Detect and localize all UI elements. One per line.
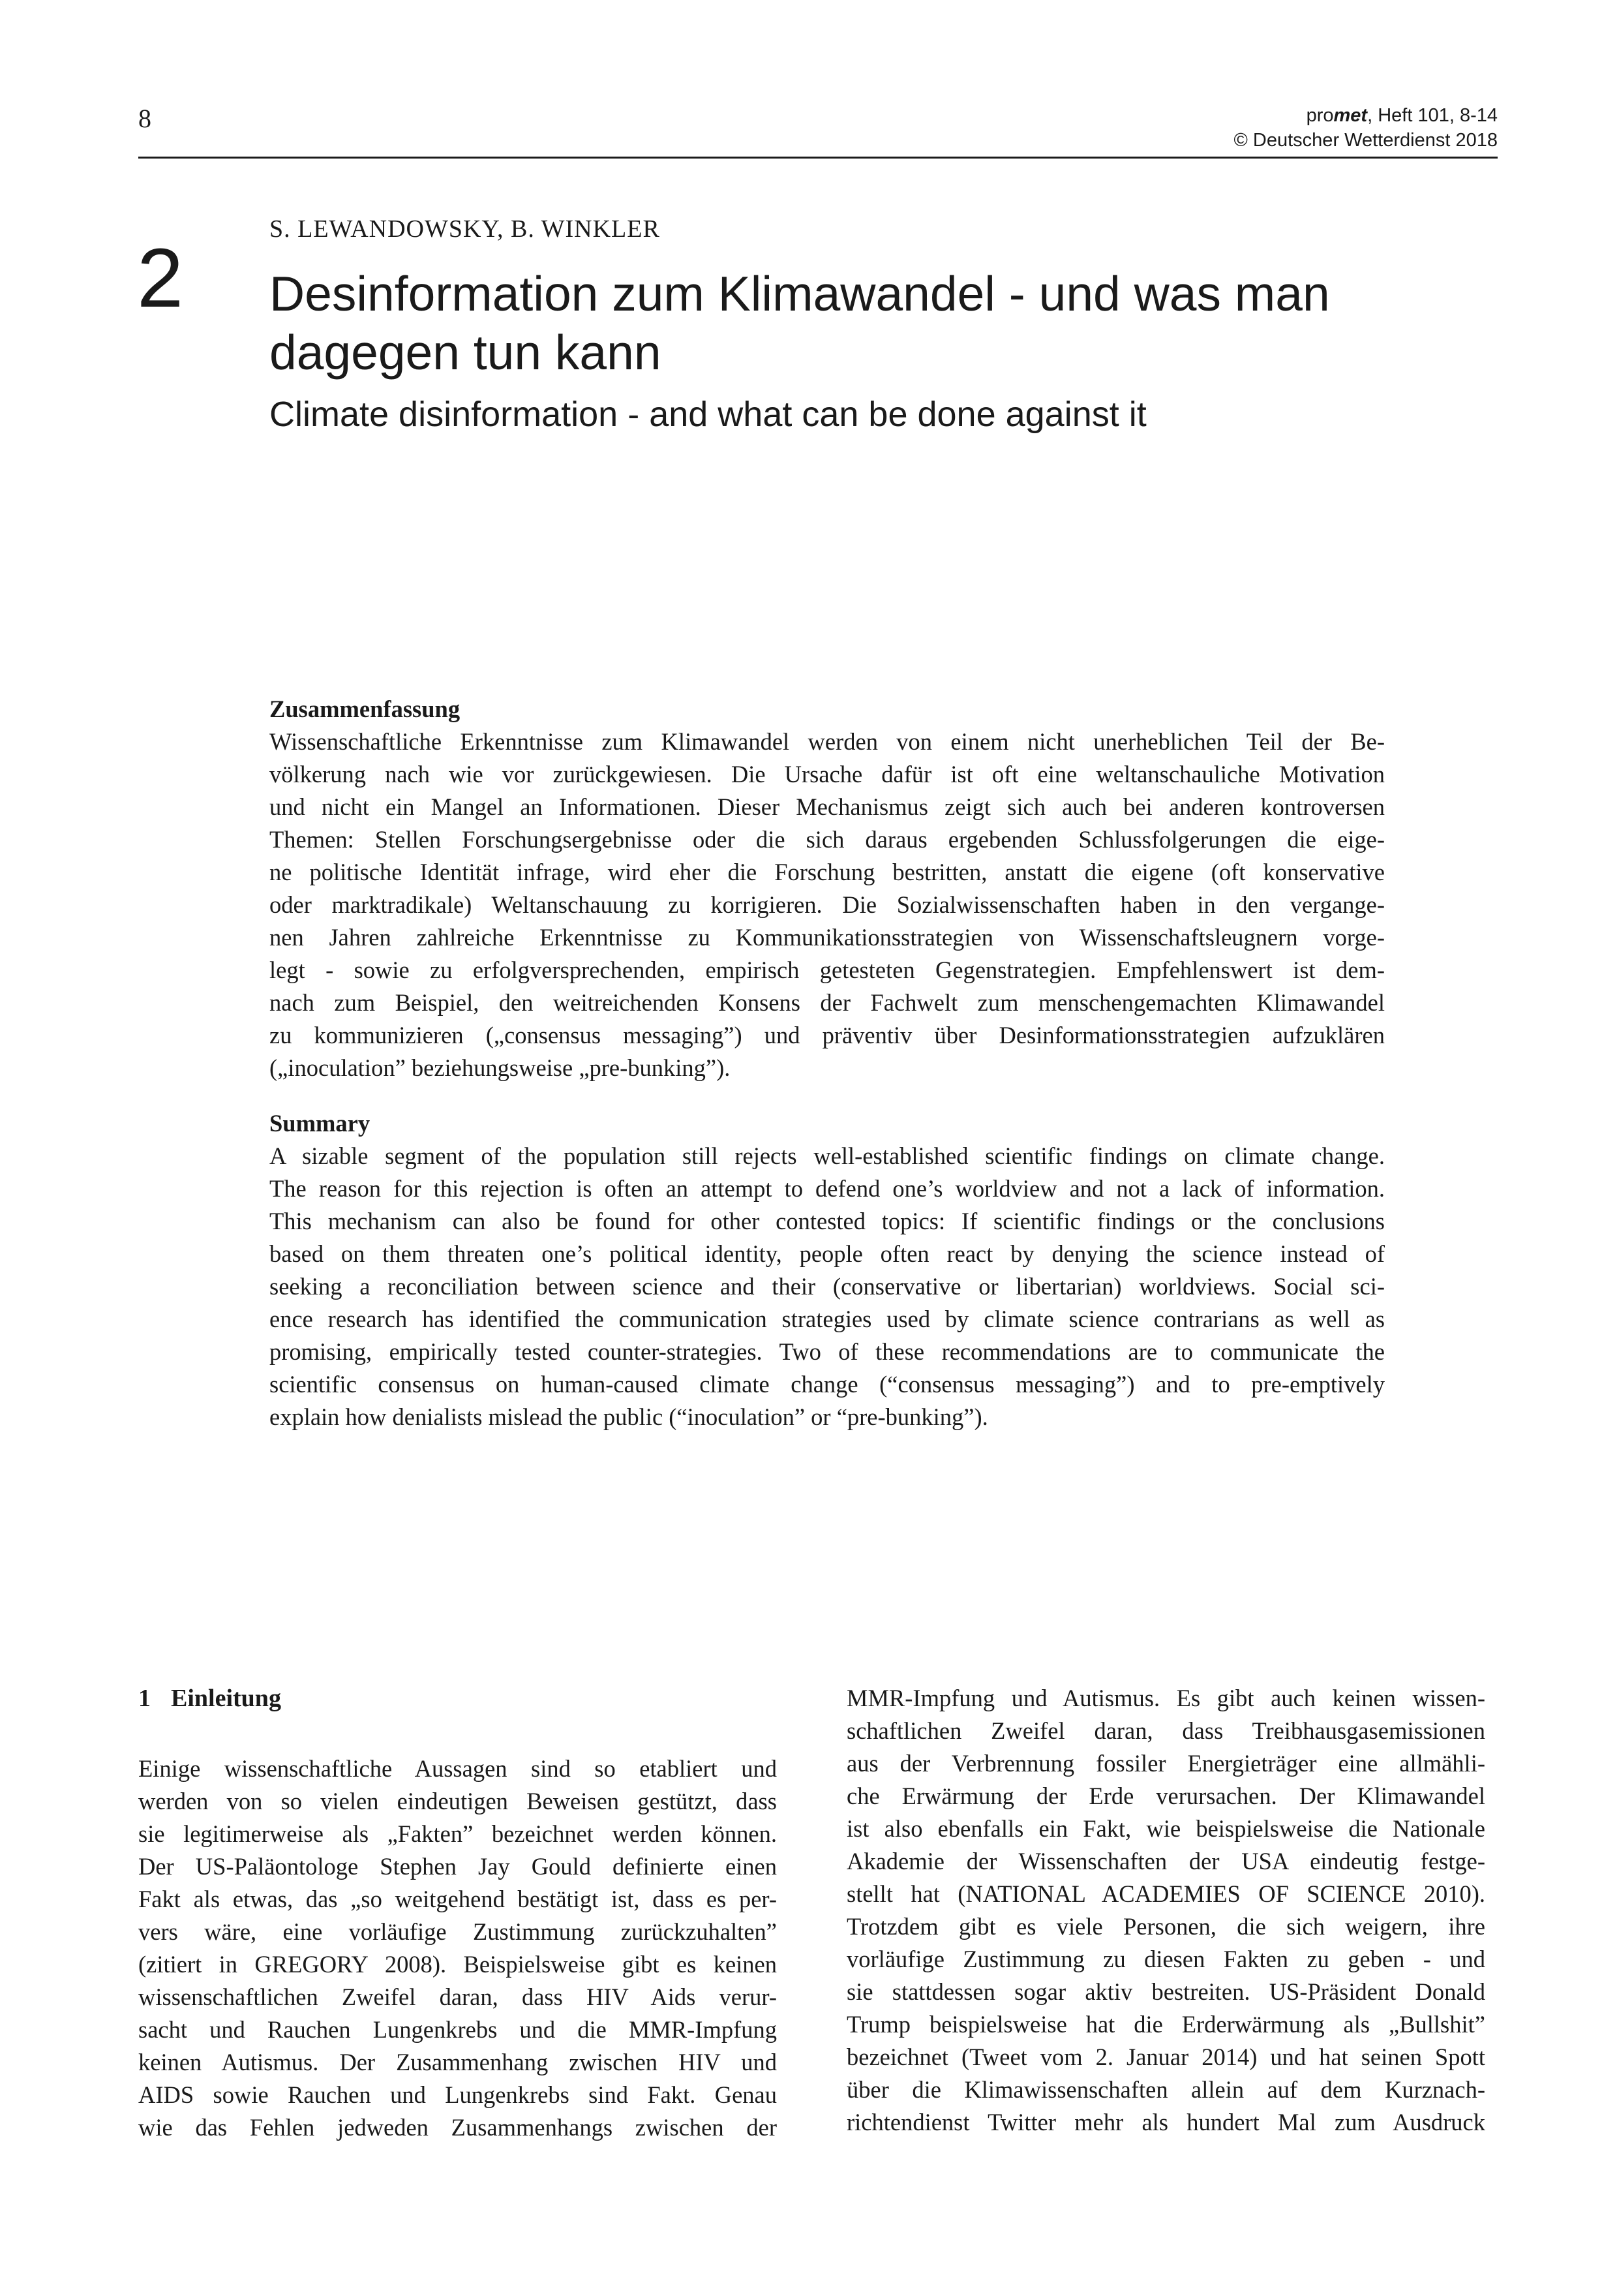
text-line: Themen: Stellen Forschungsergebnisse oder die sich daraus ergebenden Schlussfolgerungen die eige- [269, 826, 1385, 853]
body-column-right [847, 1682, 1485, 2139]
text-line: The reason for this rejection is often an attempt to defend one’s worldview and not a lack of information. [269, 1175, 1385, 1202]
chapter-number: 2 [137, 232, 184, 325]
text-line: ence research has identified the communication strategies used by climate science contrarians as well as [269, 1306, 1385, 1332]
article-title-german [269, 264, 1443, 382]
text-line: Der US-Paläontologe Stephen Jay Gould definierte einen [138, 1853, 777, 1880]
text-line: werden von so vielen eindeutigen Beweisen gestützt, dass [138, 1788, 777, 1814]
text-line: seeking a reconciliation between science and their (conservative or libertarian) worldviews. Social sci- [269, 1273, 1385, 1300]
text-line: richtendienst Twitter mehr als hundert Mal zum Ausdruck [847, 2109, 1485, 2135]
text-line: sacht und Rauchen Lungenkrebs und die MMR-Impfung [138, 2016, 777, 2043]
abstract-english [269, 1107, 1385, 1433]
copyright-line: © Deutscher Wetterdienst 2018 [1233, 130, 1498, 151]
journal-issue-line [1234, 103, 1498, 128]
text-line: nach zum Beispiel, den weitreichenden Konsens der Fachwelt zum menschengemachten Klimawandel [269, 989, 1385, 1016]
summary-heading: Summary [269, 1110, 370, 1137]
text-line: wissenschaftlichen Zweifel daran, dass HIV Aids verur- [138, 1983, 777, 2010]
journal-issue-details: , Heft 101, 8-14 [1367, 105, 1498, 126]
text-line: che Erwärmung der Erde verursachen. Der Klimawandel [847, 1783, 1485, 1809]
text-line: sie stattdessen sogar aktiv bestreiten. US-Präsident Donald [847, 1978, 1485, 2005]
text-line: oder marktradikale) Weltanschauung zu korrigieren. Die Sozialwissenschaften haben in den vergange- [269, 891, 1385, 918]
text-line: legt - sowie zu erfolgversprechenden, empirisch getesteten Gegenstrategien. Empfehlenswert ist dem- [269, 957, 1385, 983]
abstract-heading: Zusammenfassung [269, 696, 461, 722]
text-line: Einige wissenschaftliche Aussagen sind so etabliert und [138, 1755, 777, 1782]
text-line: scientific consensus on human-caused climate change (“consensus messaging”) and to pre-emptively [269, 1371, 1385, 1398]
text-line: schaftlichen Zweifel daran, dass Treibhausgasemissionen [847, 1717, 1485, 1744]
text-line: völkerung nach wie vor zurückgewiesen. Die Ursache dafür ist oft eine weltanschauliche Motivation [269, 761, 1385, 788]
title-line: Desinformation zum Klimawandel - und was man [269, 266, 1330, 321]
text-line: explain how denialists mislead the public (“inoculation” or “pre-bunking”). [269, 1403, 988, 1430]
text-line: This mechanism can also be found for other contested topics: If scientific findings or the conclusions [269, 1208, 1385, 1234]
text-line: ne politische Identität infrage, wird eher die Forschung bestritten, anstatt die eigene (oft konservative [269, 859, 1385, 885]
text-line: über die Klimawissenschaften allein auf dem Kurznach- [847, 2076, 1485, 2103]
journal-name-prefix: pro [1306, 105, 1334, 126]
text-line: A sizable segment of the population still rejects well-established scientific findings on climate change. [269, 1142, 1385, 1169]
text-line: nen Jahren zahlreiche Erkenntnisse zu Kommunikationsstrategien von Wissenschaftsleugnern vorge- [269, 924, 1385, 951]
text-line: promising, empirically tested counter-strategies. Two of these recommendations are to communicate the [269, 1338, 1385, 1365]
text-line: („inoculation” beziehungsweise „pre-bunking”). [269, 1054, 731, 1081]
title-line: dagegen tun kann [269, 325, 661, 380]
text-line: und nicht ein Mangel an Informationen. Dieser Mechanismus zeigt sich auch bei anderen kontroversen [269, 793, 1385, 820]
text-line: vers wäre, eine vorläufige Zustimmung zurückzuhalten” [138, 1918, 777, 1945]
text-line: zu kommunizieren („consensus messaging”) und präventiv über Desinformationsstrategien aufzuklären [269, 1022, 1385, 1049]
text-line: AIDS sowie Rauchen und Lungenkrebs sind Fakt. Genau [138, 2081, 777, 2108]
section-title: Einleitung [171, 1685, 281, 1712]
text-line: MMR-Impfung und Autismus. Es gibt auch keinen wissen- [847, 1685, 1485, 1711]
text-line: Fakt als etwas, das „so weitgehend bestätigt ist, dass es per- [138, 1886, 777, 1912]
article-authors: S. LEWANDOWSKY, B. WINKLER [269, 215, 660, 243]
text-line: sie legitimerweise als „Fakten” bezeichnet werden können. [138, 1820, 777, 1847]
text-line: Trump beispielsweise hat die Erderwärmung als „Bullshit” [847, 2011, 1485, 2038]
page-number: 8 [138, 104, 151, 133]
section-heading [138, 1682, 281, 1715]
abstract-german [269, 693, 1385, 1084]
journal-citation [1234, 103, 1498, 153]
text-line: bezeichnet (Tweet vom 2. Januar 2014) und hat seinen Spott [847, 2043, 1485, 2070]
text-line: Akademie der Wissenschaften der USA eindeutig festge- [847, 1848, 1485, 1875]
article-title-english: Climate disinformation - and what can be done against it [269, 395, 1147, 434]
text-line: keinen Autismus. Der Zusammenhang zwischen HIV und [138, 2049, 777, 2075]
text-line: ist also ebenfalls ein Fakt, wie beispielsweise die Nationale [847, 1815, 1485, 1842]
text-line: stellt hat (NATIONAL ACADEMIES OF SCIENCE 2010). [847, 1880, 1485, 1907]
text-line: (zitiert in GREGORY 2008). Beispielsweise gibt es keinen [138, 1951, 777, 1978]
text-line: wie das Fehlen jedweden Zusammenhangs zwischen der [138, 2114, 777, 2141]
journal-name-emphasis: met [1333, 105, 1368, 126]
text-line: aus der Verbrennung fossiler Energieträger eine allmähli- [847, 1750, 1485, 1777]
header-divider [138, 157, 1498, 159]
body-column-left [138, 1753, 777, 2144]
text-line: based on them threaten one’s political identity, people often react by denying the science instead of [269, 1240, 1385, 1267]
text-line: Wissenschaftliche Erkenntnisse zum Klimawandel werden von einem nicht unerheblichen Teil der Be- [269, 728, 1385, 755]
section-number: 1 [138, 1685, 151, 1712]
text-line: Trotzdem gibt es viele Personen, die sich weigern, ihre [847, 1913, 1485, 1940]
text-line: vorläufige Zustimmung zu diesen Fakten zu geben - und [847, 1946, 1485, 1972]
